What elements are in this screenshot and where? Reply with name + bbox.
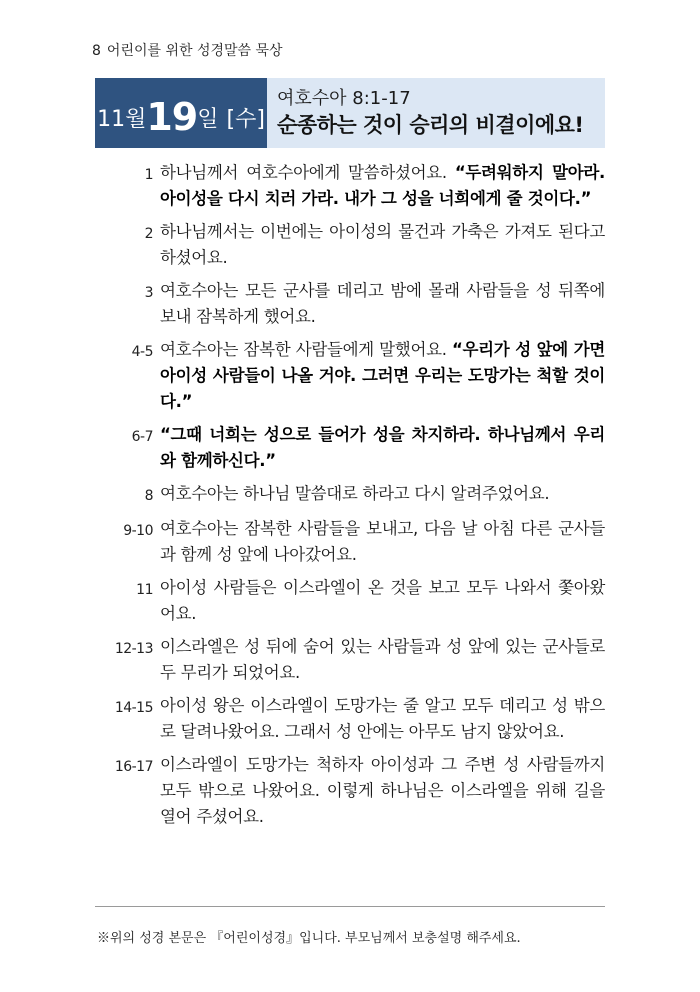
verse-text xyxy=(160,278,605,330)
devotion-header xyxy=(95,78,605,148)
verse-narration: 여호수아는 하나님 말씀대로 하라고 다시 알려주었어요. xyxy=(160,484,550,503)
verse-item xyxy=(100,693,605,745)
verse-text xyxy=(160,160,605,212)
verse-narration: 아이성 왕은 이스라엘이 도망가는 줄 알고 모두 데리고 성 밖으로 달려나왔어요. 그래서 성 안에는 아무도 남지 않았어요. xyxy=(160,696,605,741)
verse-text xyxy=(160,516,605,568)
verse-item xyxy=(100,481,605,509)
title-box xyxy=(267,78,605,148)
verse-quote: “그때 너희는 성으로 들어가 성을 차지하라. 하나님께서 우리와 함께하신다.” xyxy=(160,425,605,470)
verse-narration: 여호수아는 모든 군사를 데리고 밤에 몰래 사람들을 성 뒤쪽에 보내 잠복하게 했어요. xyxy=(160,281,605,326)
verse-item xyxy=(100,278,605,330)
verse-narration: 여호수아는 잠복한 사람들에게 말했어요. xyxy=(160,340,452,359)
verse-text xyxy=(160,481,605,509)
verse-number: 12-13 xyxy=(114,641,153,657)
verse-text xyxy=(160,337,605,415)
book-title: 어린이를 위한 성경말씀 묵상 xyxy=(106,43,283,59)
verse-narration: 이스라엘이 도망가는 척하자 아이성과 그 주변 성 사람들까지 모두 밖으로 나왔어요. 이렇게 하나님은 이스라엘을 위해 길을 열어 주셨어요. xyxy=(160,755,605,826)
verse-text xyxy=(160,752,605,830)
verse-item xyxy=(100,219,605,271)
date-box xyxy=(95,78,267,148)
verse-list xyxy=(100,160,605,837)
verse-quote: “두려워하지 말아라. 아이성을 다시 치러 가라. 내가 그 성을 너희에게 줄 것이다.” xyxy=(160,163,605,208)
verse-item xyxy=(100,752,605,830)
verse-number: 3 xyxy=(144,285,153,301)
verse-narration: 하나님께서 여호수아에게 말씀하셨어요. xyxy=(160,163,455,182)
verse-number: 1 xyxy=(144,167,153,183)
verse-item xyxy=(100,337,605,415)
verse-text xyxy=(160,422,605,474)
verse-number: 2 xyxy=(144,226,153,242)
running-head xyxy=(92,40,283,60)
verse-item xyxy=(100,634,605,686)
verse-narration: 하나님께서는 이번에는 아이성의 물건과 가축은 가져도 된다고 하셨어요. xyxy=(160,222,605,267)
verse-number: 14-15 xyxy=(114,700,153,716)
verse-number: 16-17 xyxy=(114,759,153,775)
verse-text xyxy=(160,634,605,686)
verse-item xyxy=(100,160,605,212)
verse-number: 8 xyxy=(144,488,153,504)
date-day: 19 xyxy=(146,95,198,139)
date-weekday: [수] xyxy=(226,106,265,132)
verse-text xyxy=(160,575,605,627)
verse-item xyxy=(100,575,605,627)
footer-divider xyxy=(95,906,605,907)
verse-narration: 이스라엘은 성 뒤에 숨어 있는 사람들과 성 앞에 있는 군사들로 두 무리가 되었어요. xyxy=(160,637,605,682)
verse-number: 9-10 xyxy=(123,523,153,539)
footnote: ※위의 성경 본문은 『어린이성경』입니다. 부모님께서 보충설명 해주세요. xyxy=(97,931,521,946)
verse-text xyxy=(160,219,605,271)
verse-item xyxy=(100,516,605,568)
verse-item xyxy=(100,422,605,474)
page-title: 순종하는 것이 승리의 비결이에요! xyxy=(277,113,584,137)
verse-number: 11 xyxy=(136,582,153,598)
verse-number: 6-7 xyxy=(131,429,153,445)
verse-narration: 여호수아는 잠복한 사람들을 보내고, 다음 날 아침 다른 군사들과 함께 성 앞에 나아갔어요. xyxy=(160,519,605,564)
page-number: 8 xyxy=(92,43,101,59)
verse-narration: 아이성 사람들은 이스라엘이 온 것을 보고 모두 나와서 쫓아왔어요. xyxy=(160,578,605,623)
verse-text xyxy=(160,693,605,745)
date-month: 11월 xyxy=(97,106,147,132)
verse-quote: “우리가 성 앞에 가면 아이성 사람들이 나올 거야. 그러면 우리는 도망가는 척할 것이다.” xyxy=(160,340,605,411)
scripture-reference: 여호수아 8:1-17 xyxy=(277,88,411,109)
verse-number: 4-5 xyxy=(131,344,153,360)
date-day-unit: 일 xyxy=(197,106,219,132)
